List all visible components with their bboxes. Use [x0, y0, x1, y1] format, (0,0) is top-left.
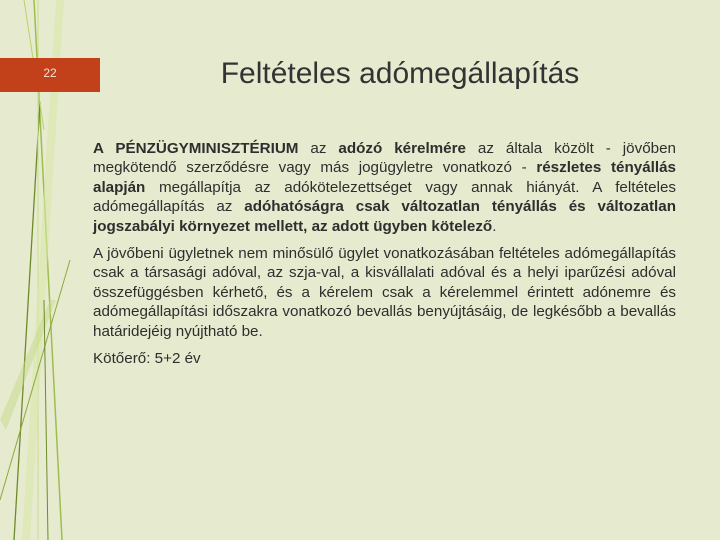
text-run: az általa közölt - jövőben megkötendő szerződésre vagy más jogügyletre vonatkozó - — [93, 140, 676, 177]
slide-title: Feltételes adómegállapítás — [220, 57, 580, 90]
slide-body — [93, 139, 676, 376]
paragraph-1 — [93, 139, 676, 236]
text-run: . — [492, 217, 497, 235]
emphasis: adóhatóságra csak változatlan tényállás és változatlan jogszabályi környezet mellett, az adott ügyben kötelező — [93, 198, 676, 235]
emphasis: A PÉNZÜGYMINISZTÉRIUM — [93, 140, 299, 157]
stripe — [0, 260, 70, 500]
text-run: megállapítja az adókötelezettséget vagy annak hiányát. A feltételes adómegállapítás az — [93, 178, 676, 216]
emphasis: adózó kérelmére — [338, 140, 466, 157]
paragraph-3: Kötőerő: 5+2 év — [93, 350, 201, 368]
stripe-band — [0, 300, 56, 430]
paragraph-2: A jövőbeni ügyletnek nem minősülő ügylet vonatkozásában feltételes adómegállapítás csak a társasági adóval, az szja-val, a kisvállalati adóval és a helyi iparűzési adóval összefüggésben kérhető, és a kérelem csak a kérelemmel érintett adónemre és adómegállapítási időszakra vonatkozó bevallás benyújtásáig, de legkésőbb a bevallás határidejéig nyújtható be. — [93, 245, 676, 340]
page-number: 22 — [43, 66, 57, 80]
text-run: az — [298, 140, 339, 157]
emphasis: részletes tényállás alapján — [93, 159, 676, 196]
